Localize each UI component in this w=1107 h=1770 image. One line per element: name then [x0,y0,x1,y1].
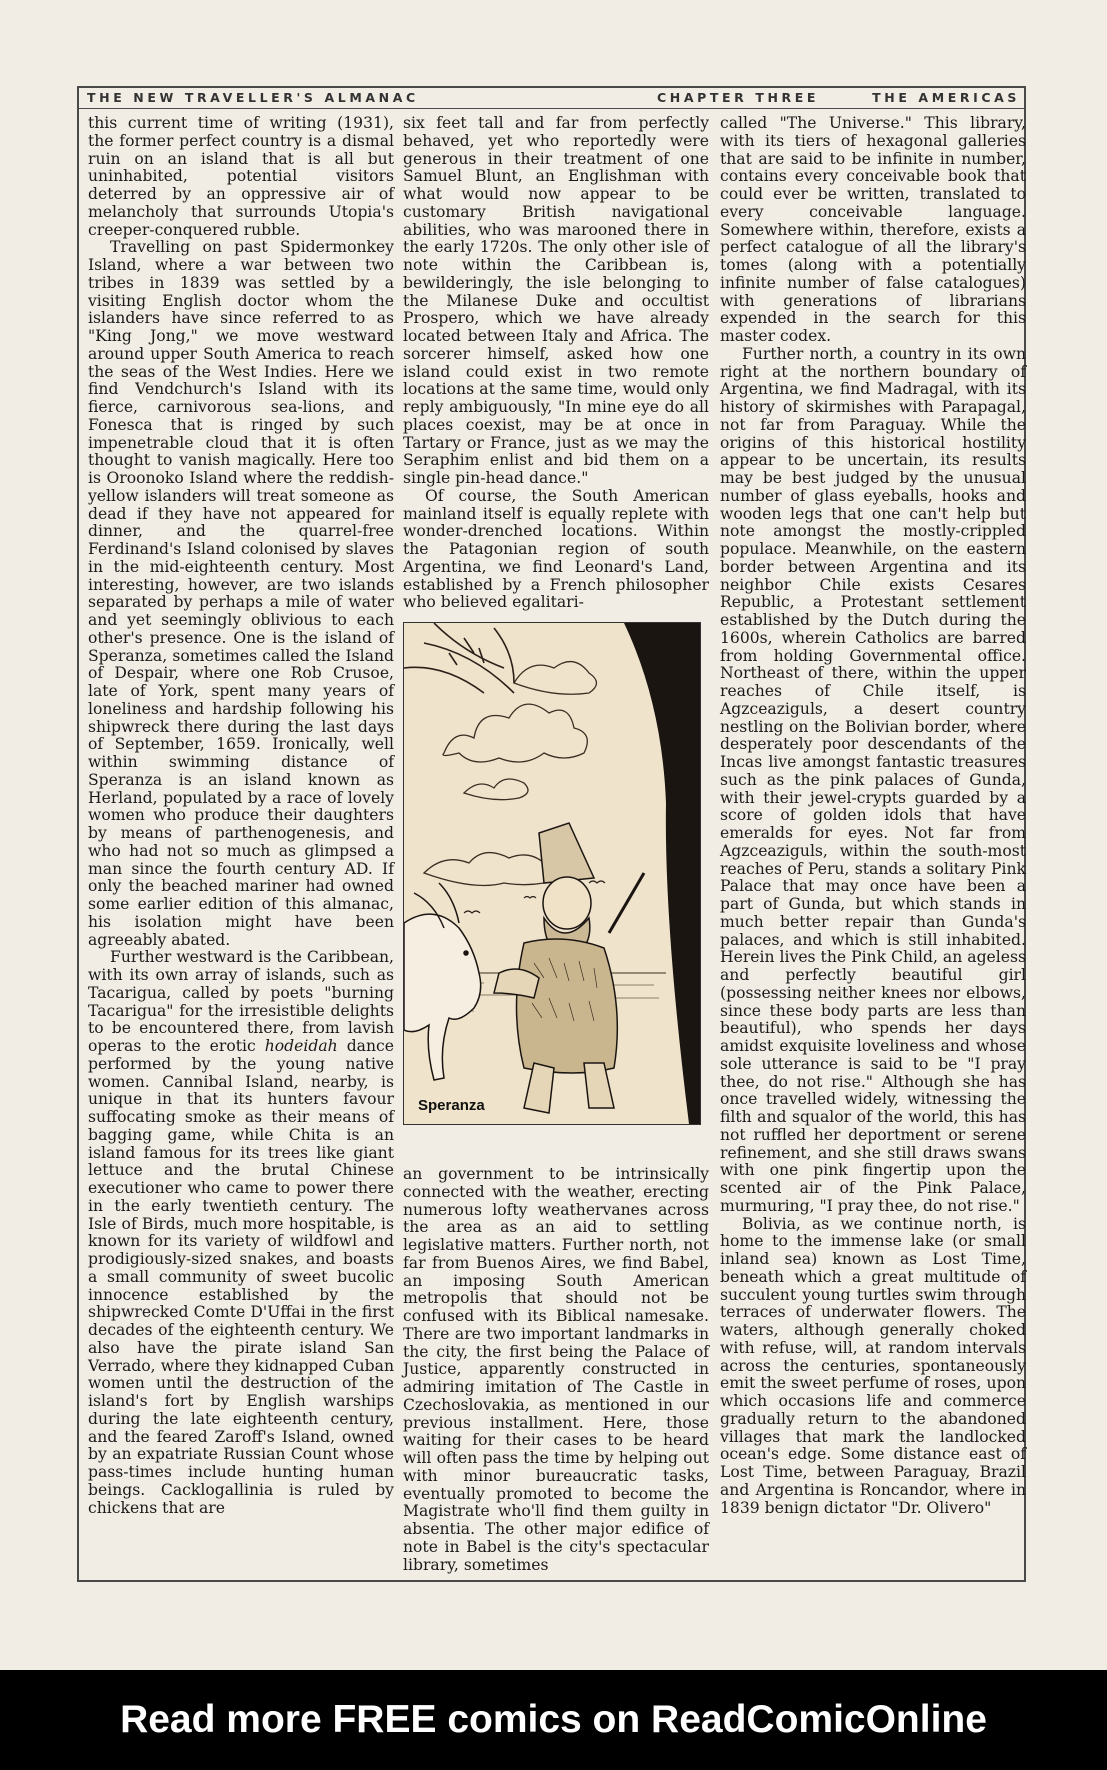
illustration-caption: Speranza [418,1097,485,1114]
speranza-illustration [403,622,701,1125]
italic-term: hodeidah [264,1037,338,1055]
paragraph: Further north, a country in its own right at the northern boundary of Argentina, we find Madragal, with its history of skirmishes with Parapagal, not far from Paraguay. While the origins of this historical hostility appear to be uncertain, its results may be best judged by the unusual number of glass eyeballs, hooks and wooden legs that one can't help but note amongst the mostly-crippled populace. Meanwhile, on the eastern border between Argentina and its neighbor Chile exists Cesares Republic, a Protestant settlement established by the Dutch during the 1600s, wherein Catholics are barred from holding Governmental office. Northeast of there, within the upper reaches of Chile itself, is Agzceaziguls, a desert country nestling on the Bolivian border, where desperately poor descendants of the Incas live amongst fantastic treasures such as the pink palaces of Gunda, with their jewel-crypts guarded by a score of golden idols that have emeralds for eyes. Not far from Agzceaziguls, within the south-most reaches of Peru, stands a solitary Pink Palace that may once have been a part of Gunda, but which stands in much better repair than Gunda's palaces, and which is still inhabited. Herein lives the Pink Child, an ageless and perfectly beautiful girl (possessing neither knees nor elbows, since these body parts are less than beautiful), who spends her days amidst exquisite loveliness and whose sole utterance is said to be "I pray thee, do not rise." Although she has once travelled widely, witnessing the filth and squalor of the world, this has not ruffled her deportment or serene refinement, and she still draws swans with one pink fingertip upon the scented air of the Pink Palace, murmuring, "I pray thee, do not rise." [720,344,1026,1215]
text-column-1 [88,115,394,1517]
paragraph: Bolivia, as we continue north, is home to the immense lake (or small inland sea) known as Lost Time, beneath which a great multitude of succulent young turtles swim through terraces of underwater flowers. The waters, although generally choked with refuse, will, at random intervals across the centuries, spontaneously emit the sweet perfume of roses, upon which occasions life and commerce gradually return to the abandoned villages that mark the landlocked ocean's edge. Some distance east of Lost Time, between Paraguay, Brazil and Argentina is Roncandor, where in 1839 benign dictator "Dr. Olivero" [720,1214,1026,1517]
crusoe-goat-drawing [404,623,700,1124]
running-head-chapter: CHAPTER THREE [657,90,820,105]
paragraph: an government to be intrinsically connected with the weather, erecting numerous lofty weathervanes across the area as an aid to settling legislative matters. Further north, not far from Buenos Aires, we find Babel, an imposing South American metropolis that should not be confused with its Biblical namesake. There are two important landmarks in the city, the first being the Palace of Justice, apparently constructed in admiring imitation of The Castle in Czechoslovakia, as mentioned in our previous installment. Here, those waiting for their cases to be heard will often pass the time by helping out with minor bureaucratic tasks, eventually promoted to become the Magistrate who'll find them guilty in absentia. The other major edifice of note in Babel is the city's spectacular library, sometimes [403,1165,709,1574]
running-head [79,88,1024,109]
paragraph: this current time of writing (1931), the former perfect country is a dismal ruin on an island that is all but uninhabited, potential visitors deterred by an oppressive air of melancholy that surrounds Utopia's creeper-conquered rubble. [88,114,394,239]
running-head-title: THE NEW TRAVELLER'S ALMANAC [87,90,419,105]
text-column-3 [720,115,1026,1517]
text-run: Further westward is the Caribbean, with its own array of islands, such as Tacarigua, called by poets "burning Tacarigua" for the irresistible delights to be encountered there, from lavish operas to the erotic [88,948,394,1055]
text-run: dance performed by the young native women. Cannibal Island, nearby, is unique in that its hunters favour suffocating smoke as their means of bagging game, while Chita is an island famous for its trees like giant lettuce and the brutal Chinese executioner who came to power there in the early twentieth century. The Isle of Birds, much more hospitable, is known for its variety of wildfowl and prodigiously-sized snakes, and boasts a small community of sweet bucolic innocence established by the shipwrecked Comte D'Uffai in the first decades of the eighteenth century. We also have the pirate island San Verrado, where they kidnapped Cuban women until the destruction of the island's fort by English warships during the late eighteenth century, and the feared Zaroff's Island, owned by an expatriate Russian Count whose pass-times include hunting human beings. Cacklogallinia is ruled by chickens that are [88,1037,394,1517]
paragraph [88,949,394,1517]
paragraph: six feet tall and far from perfectly behaved, yet who reportedly were generous in their treatment of one Samuel Blunt, an Englishman with what would now appear to be customary British navigational abilities, who was marooned there in the early 1720s. The only other isle of note within the Caribbean is, bewilderingly, the isle belonging to the Milanese Duke and occultist Prospero, which we have already located between Italy and Africa. The sorcerer himself, asked how one island could exist in two remote locations at the same time, would only reply ambiguously, "In mine eye do all places coexist, may be at once in Tartary or France, just as we may the Seraphim enlist and bid them on a single pin-head dance." [403,114,709,487]
paragraph: Travelling on past Spidermonkey Island, where a war between two tribes in 1839 was settled by a visiting English doctor whom the islanders have since referred to as "King Jong," we move westward around upper South America to reach the seas of the West Indies. Here we find Vendchurch's Island with its fierce, carnivorous sea-lions, and Fonesca that is ringed by such impenetrable cloud that it is often thought to vanish magically. Here too is Oroonoko Island where the reddish-yellow islanders will treat someone as dead if they have not appeared for dinner, and the quarrel-free Ferdinand's Island colonised by slaves in the mid-eighteenth century. Most interesting, however, are two islands separated by perhaps a mile of water and yet seemingly oblivious to each other's presence. One is the island of Speranza, sometimes called the Island of Despair, where one Rob Crusoe, late of York, spent many years of loneliness and hardship following his shipwreck there during the last days of September, 1659. Ironically, well within swimming distance of Speranza is an island known as Herland, populated by a race of lovely women who produce their daughters by means of parthenogenesis, and who had not so much as glimpsed a man since the fourth century AD. If only the beached mariner had owned some earlier edition of this almanac, his isolation might have been agreeably abated. [88,238,394,949]
promo-banner-text[interactable]: Read more FREE comics on ReadComicOnline [120,1698,987,1741]
paragraph: Of course, the South American mainland itself is equally replete with wonder-drenched locations. Within the Patagonian region of south Argentina, we find Leonard's Land, established by a French philosopher who believed egalitari- [403,486,709,612]
paragraph: called "The Universe." This library, with its tiers of hexagonal galleries that are said to be infinite in number, contains every conceivable book that could ever be written, translated to every conceivable language. Somewhere within, therefore, exists a perfect catalogue of all the library's tomes (along with a potentially infinite number of false catalogues) with generations of librarians expended in the search for this master codex. [720,114,1026,345]
running-head-section: THE AMERICAS [872,90,1020,105]
promo-banner[interactable] [0,1670,1107,1770]
text-column-2 [403,115,709,612]
text-column-2-continued [403,1166,709,1574]
